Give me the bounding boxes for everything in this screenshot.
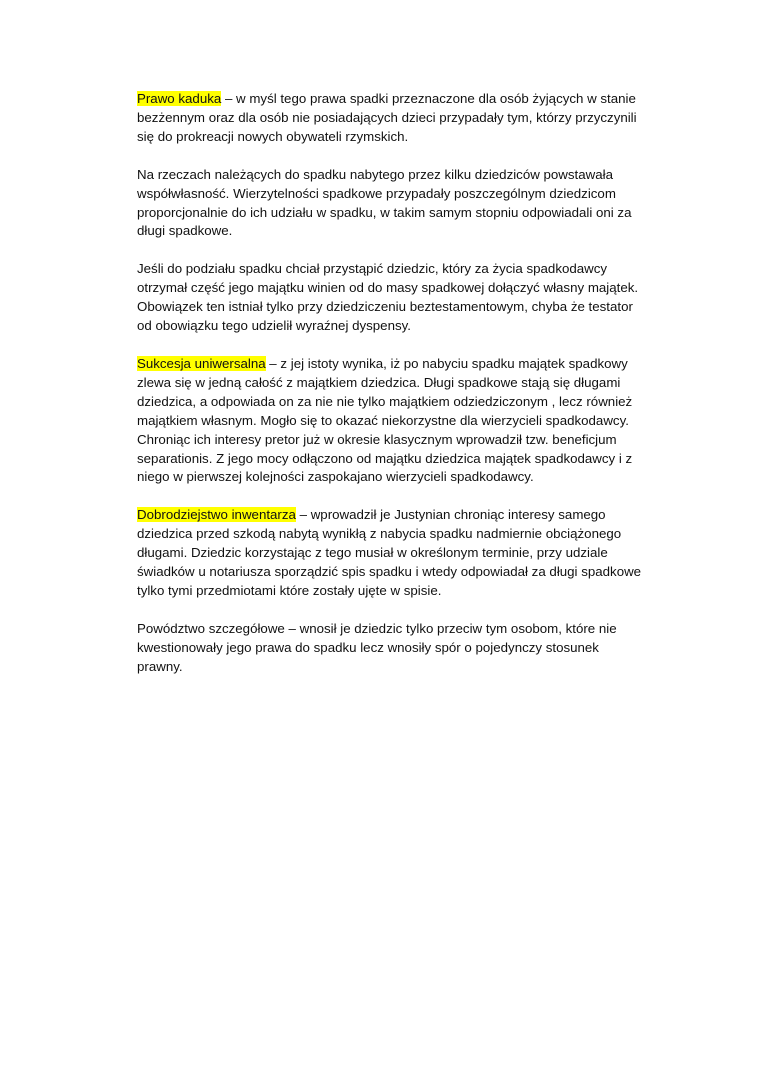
text-line: Prawo kaduka – w myśl tego prawa spadki przeznaczone dla osób żyjących w stanie [137,91,636,106]
text-line: Chroniąc ich interesy pretor już w okresie klasycznym wprowadził tzw. beneficjum [137,431,617,447]
text-line: kwestionowały jego prawa do spadku lecz wnosiły spór o pojedynczy stosunek [137,639,599,655]
text-line: się do prokreacji nowych obywateli rzymskich. [137,128,409,144]
text-line: otrzymał część jego majątku winien od do masy spadkowej dołączyć własny majątek. [137,280,639,296]
document-body [137,90,697,696]
text-line: współwłasność. Wierzytelności spadkowe przypadały poszczególnym dziedzicom [137,185,616,201]
text-line: separationis. Z jego mocy odłączono od majątku dziedzica majątek spadkodawcy i z [137,450,633,466]
text-line: prawny. [137,658,183,674]
text-line: Dobrodziejstwo inwentarza – wprowadził je Justynian chroniąc interesy samego [137,507,606,523]
text-line: dziedzica przed szkodą nabytą wynikłą z nabycia spadku nadmiernie obciążonego [137,526,622,542]
text-line: tylko tymi przedmiotami które zostały ujęte w spisie. [137,582,442,598]
text-line: długi spadkowe. [137,223,233,239]
text-line: proporcjonalnie do ich udziału w spadku, w takim samym stopniu odpowiadali oni za [137,204,632,220]
paragraph-prawo-kaduka [137,90,697,147]
highlighted-term: Sukcesja uniwersalna [137,355,266,371]
text-line: bezżennym oraz dla osób nie posiadających dzieci przypadały tym, którzy przyczynili [137,109,637,125]
paragraph-sukcesja-uniwersalna [137,355,697,487]
highlighted-term: Dobrodziejstwo inwentarza [137,507,296,523]
paragraph-dobrodziejstwo-inwentarza [137,506,697,601]
text-line: dziedzica, a odpowiada on za nie nie tylko majątkiem odziedziczonym , lecz również [137,393,633,409]
text-line: Sukcesja uniwersalna – z jej istoty wynika, iż po nabyciu spadku majątek spadkowy [137,355,628,371]
text-line: świadków u notariusza sporządzić spis spadku i wtedy odpowiadał za długi spadkowe [137,564,642,580]
paragraph-podzial-spadku [137,260,697,336]
text-line: niego w pierwszej kolejności zaspokajano wierzycieli spadkodawcy. [137,469,534,485]
text-line: długami. Dziedzic korzystając z tego musiał w określonym terminie, przy udziale [137,545,608,561]
text-line: majątkiem własnym. Mogło się to okazać niekorzystne dla wierzycieli spadkodawcy. [137,412,629,428]
text-line: Obowiązek ten istniał tylko przy dziedziczeniu beztestamentowym, chyba że testator [137,299,633,315]
text-line: Powództwo szczegółowe – wnosił je dziedzic tylko przeciw tym osobom, które nie [137,620,617,636]
paragraph-wspolwlasnosc [137,166,697,242]
text-line: Jeśli do podziału spadku chciał przystąpić dziedzic, który za życia spadkodawcy [137,261,608,277]
text-line: Na rzeczach należących do spadku nabytego przez kilku dziedziców powstawała [137,166,613,182]
highlighted-term: Prawo kaduka [137,91,222,106]
paragraph-powodztwo-szczegolowe [137,620,697,677]
text-line: zlewa się w jedną całość z majątkiem dziedzica. Długi spadkowe stają się długami [137,374,621,390]
text-line: od obowiązku tego udzielił wyraźnej dyspensy. [137,318,411,334]
